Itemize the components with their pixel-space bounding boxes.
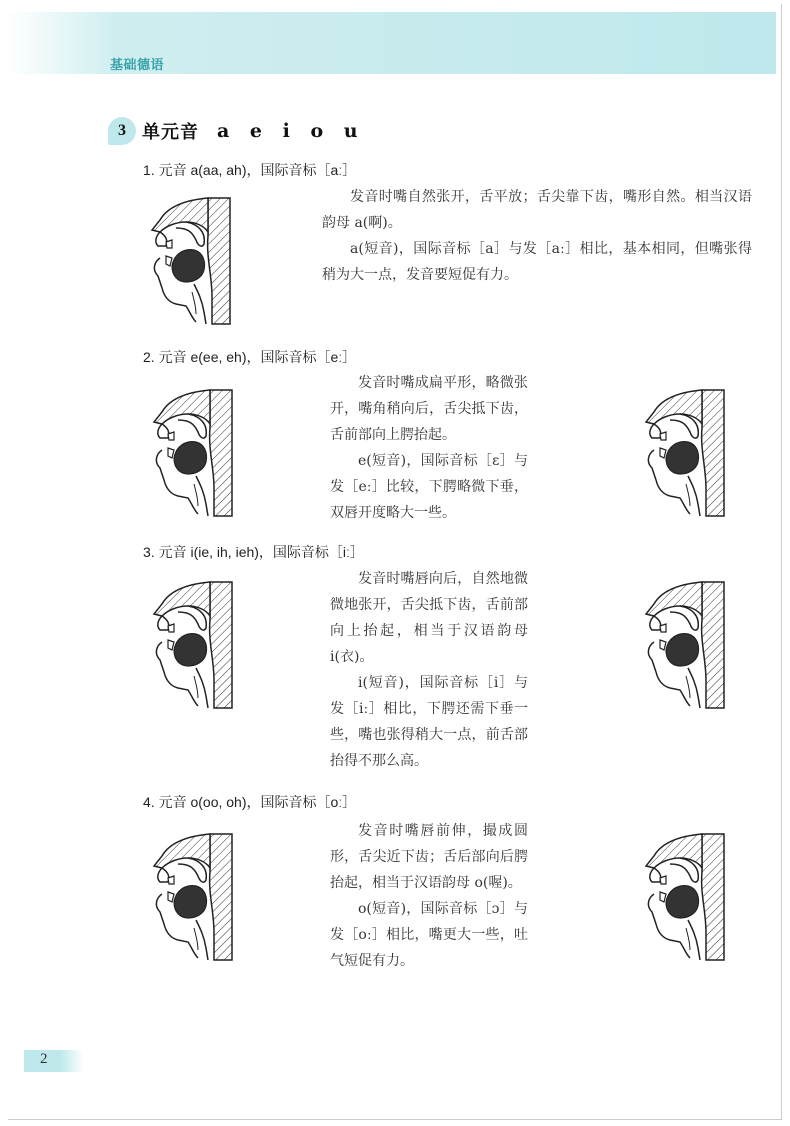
- vocal-tract-diagram-icon: [146, 196, 236, 326]
- vocal-tract-diagram-icon: [148, 580, 238, 710]
- section-letters: a e i o u: [217, 120, 358, 142]
- vowel-1-label: 1. 元音 a(aa, ah)，国际音标［aː］: [143, 162, 357, 178]
- section-heading: [108, 116, 358, 146]
- vocal-tract-diagram-icon: [640, 388, 730, 518]
- vowel-1-paragraph-2: a(短音)，国际音标［a］与发［aː］相比，基本相同，但嘴张得稍为大一点，发音要短促有力。: [322, 241, 752, 283]
- vowel-2-paragraph-1: 发音时嘴成扁平形，略微张开，嘴角稍向后，舌尖抵下齿，舌前部向上腭抬起。: [330, 375, 528, 443]
- section-number-badge: 3: [108, 117, 136, 145]
- vowel-4-paragraph-2: o(短音)，国际音标［ɔ］与发［oː］相比，嘴更大一些，吐气短促有力。: [330, 901, 528, 969]
- vowel-2-description: [330, 370, 528, 526]
- vowel-3-paragraph-1: 发音时嘴唇向后，自然地微微地张开，舌尖抵下齿，舌前部向上抬起，相当于汉语韵母 i(衣)。: [330, 571, 528, 665]
- vocal-tract-diagram-icon: [640, 580, 730, 710]
- running-head: 基础德语: [110, 57, 165, 72]
- section-title: 单元音: [142, 122, 199, 143]
- vocal-tract-diagram-icon: [148, 388, 238, 518]
- vowel-4-label: 4. 元音 o(oo, oh)，国际音标［oː］: [143, 794, 357, 810]
- vocal-tract-diagram-icon: [640, 832, 730, 962]
- page-number: 2: [40, 1051, 48, 1067]
- vowel-4-paragraph-1: 发音时嘴唇前伸，撮成圆形，舌尖近下齿；舌后部向后腭抬起，相当于汉语韵母 o(喔)。: [330, 823, 528, 891]
- vowel-3-label: 3. 元音 i(ie, ih, ieh)，国际音标［iː］: [143, 544, 364, 560]
- vowel-1-paragraph-1: 发音时嘴自然张开，舌平放；舌尖靠下齿，嘴形自然。相当汉语韵母 a(啊)。: [322, 189, 752, 231]
- vowel-4-description: [330, 818, 528, 974]
- vowel-1-description: [322, 184, 752, 288]
- vocal-tract-diagram-icon: [148, 832, 238, 962]
- footer-band: [24, 1050, 84, 1072]
- vowel-2-paragraph-2: e(短音)，国际音标［ɛ］与发［eː］比较，下腭略微下垂，双唇开度略大一些。: [330, 453, 528, 521]
- vowel-3-paragraph-2: i(短音)，国际音标［i］与发［iː］相比，下腭还需下垂一些，嘴也张得稍大一点，前舌部抬得不那么高。: [330, 675, 528, 769]
- vowel-3-description: [330, 566, 528, 774]
- vowel-2-label: 2. 元音 e(ee, eh)，国际音标［eː］: [143, 349, 357, 365]
